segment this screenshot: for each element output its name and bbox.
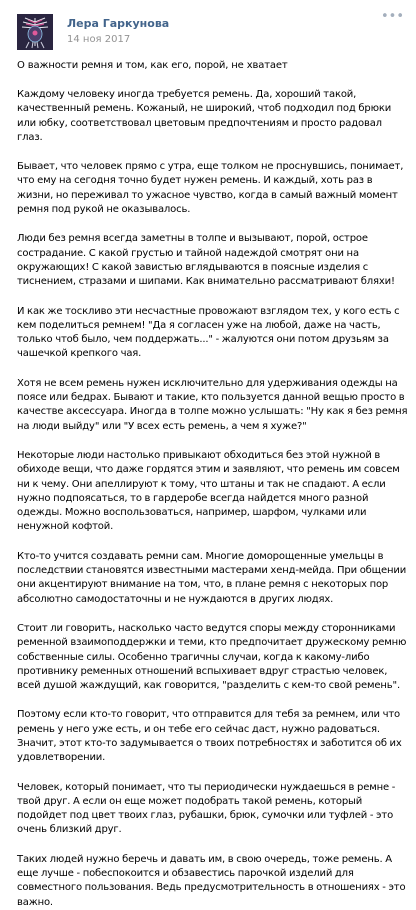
post-paragraph: Стоит ли говорить, насколько часто ведутся споры между сторонниками ременной взаимоподдержки и теми, кто предпочитает дружескому ремню собственные силы. Особенно трагичны случаи, когда к какому-либо противнику ременных отношений вспыхивает вдруг страстью человек, всей душой жаждущий, как говорится, "разделить с кем-то свой ремень". (17, 622, 407, 692)
author-avatar[interactable] (17, 14, 53, 50)
post-paragraph: И как же тоскливо эти несчастные провожают взглядом тех, у кого есть с кем поделиться ремнем! "Да я согласен уже на любой, даже на часть, только чтоб было, чем поддержать..." - жалуются они потом друзьям за чашечкой крепкого чая. (17, 305, 400, 360)
post-paragraph: Поэтому если кто-то говорит, что отправится для тебя за ремнем, или что ремень у него уже есть, и он тебе его сейчас даст, нужно радоваться. Значит, этот кто-то задумывается о твоих потребностях и заботится об их удовлетворении. (17, 709, 402, 764)
post-paragraph: Таких людей нужно беречь и давать им, в свою очередь, тоже ремень. А еще лучше - побеспокоится и обзавестись парочкой изделий для совместного пользования. Ведь предусмотрительность в отношениях - это важно. (17, 853, 406, 908)
avatar-illustration-icon (17, 14, 53, 50)
post-paragraph: Хотя не всем ремень нужен исключительно для удерживания одежды на поясе или бедрах. Бывают и такие, кто пользуется данной вещью просто в качестве аксессуара. Иногда в толпе можно услышать: "Ну как я без ремня на люди выйду" или "У всех есть ремень, а чем я хуже?" (17, 377, 408, 432)
post-body (17, 59, 408, 910)
post-paragraph: Некоторые люди настолько привыкают обходиться без этой нужной в обиходе вещи, что даже гордятся этим и заявляют, что ремень им совсем ни к чему. Они апеллируют к тому, что штаны и так не спадают. А если нужно подпоясаться, то в гардеробе всегда найдется много разной одежды. Можно воспользоваться, например, шарфом, чулками или ненужной кофтой. (17, 449, 400, 533)
post-date-link[interactable]: 14 ноя 2017 (67, 34, 131, 45)
post-header (17, 10, 408, 54)
author-name-link[interactable]: Лера Гаркунова (67, 17, 170, 30)
post-paragraph: Кто-то учится создавать ремни сам. Многие доморощенные умельцы в последствии становятся известными мастерами хенд-мейда. При общении они акцентируют внимание на том, что, в плане ремня с некоторых пор абсолютно самодостаточны и не нуждаются в других людях. (17, 550, 407, 605)
post-paragraph: Бывает, что человек прямо с утра, еще толком не проснувшись, понимает, что ему на сегодня точно будет нужен ремень. И каждый, хоть раз в жизни, но переживал то ужасное чувство, когда в самый важный момент ремня под рукой не оказывалось. (17, 161, 404, 216)
post-paragraph: Человек, который понимает, что ты периодически нуждаешься в ремне - твой друг. А если он еще может подобрать такой ремень, который подойдет под цвет твоих глаз, рубашки, брюк, сумочки или туфлей - это очень близкий друг. (17, 781, 396, 836)
author-info (67, 17, 169, 47)
more-dots-icon[interactable]: ••• (380, 9, 404, 24)
post-paragraph: Люди без ремня всегда заметны в толпе и вызывают, порой, острое сострадание. С какой грустью и тайной надеждой смотрят они на окружающих! С какой завистью вглядываются в поясные изделия с тиснением, стразами и шипами. Как внимательно рассматривают бляхи! (17, 233, 395, 288)
post-paragraph: Каждому человеку иногда требуется ремень. Да, хороший такой, качественный ремень. Кожаный, не широкий, чтоб подходил под брюки или юбку, соответствовал цветовым предпочтениям и просто радовал глаз. (17, 89, 392, 143)
post-title: О важности ремня и том, как его, порой, не хватает (17, 60, 288, 71)
